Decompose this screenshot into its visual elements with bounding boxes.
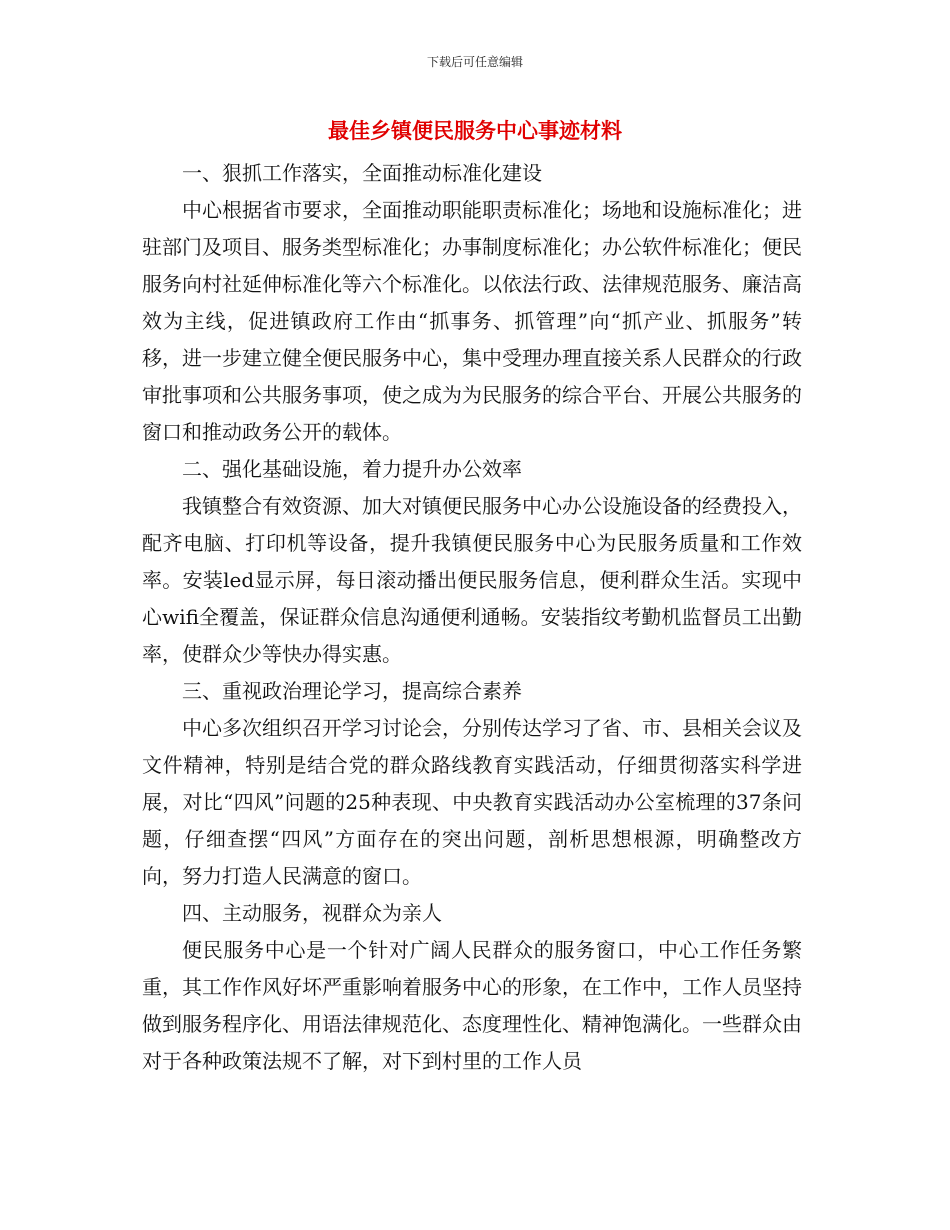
section-heading-3: 三、重视政治理论学习，提高综合素养 — [182, 679, 522, 703]
paragraph-4: 便民服务中心是一个针对广阔人民群众的服务窗口，中心工作任务繁重，其工作作风好坏严重影响着服务中心的形象，在工作中，工作人员坚持做到服务程序化、用语法律规范化、态度理性化、精神饱满化。一些群众由对于各种政策法规不了解，对下到村里的工作人员 — [142, 938, 802, 1073]
document-title: 最佳乡镇便民服务中心事迹材料 — [328, 119, 622, 143]
document-body — [142, 155, 802, 1080]
section-heading-4: 四、主动服务，视群众为亲人 — [182, 901, 442, 925]
header-note: 下载后可任意编辑 — [426, 55, 523, 69]
paragraph-2: 我镇整合有效资源、加大对镇便民服务中心办公设施设备的经费投入，配齐电脑、打印机等设备，提升我镇便民服务中心为民服务质量和工作效率。安装led显示屏，每日滚动播出便民服务信息，便利群众生活。实现中心wifi全覆盖，保证群众信息沟通便利通畅。安装指纹考勤机监督员工出勤率，使群众少等快办得实惠。 — [142, 494, 802, 666]
section-heading-1: 一、狠抓工作落实，全面推动标准化建设 — [182, 161, 542, 185]
paragraph-1: 中心根据省市要求，全面推动职能职责标准化；场地和设施标准化；进驻部门及项目、服务类型标准化；办事制度标准化；办公软件标准化；便民服务向村社延伸标准化等六个标准化。以依法行政、法律规范服务、廉洁高效为主线，促进镇政府工作由“抓事务、抓管理”向“抓产业、抓服务”转移，进一步建立健全便民服务中心，集中受理办理直接关系人民群众的行政审批事项和公共服务事项，使之成为为民服务的综合平台、开展公共服务的窗口和推动政务公开的载体。 — [142, 198, 802, 444]
section-heading-2: 二、强化基础设施，着力提升办公效率 — [182, 457, 522, 481]
paragraph-3: 中心多次组织召开学习讨论会，分别传达学习了省、市、县相关会议及文件精神，特别是结合党的群众路线教育实践活动，仔细贯彻落实科学进展，对比“四风”问题的25种表现、中央教育实践活动办公室梳理的37条问题，仔细查摆“四风”方面存在的突出问题，剖析思想根源，明确整改方向，努力打造人民满意的窗口。 — [142, 716, 802, 888]
